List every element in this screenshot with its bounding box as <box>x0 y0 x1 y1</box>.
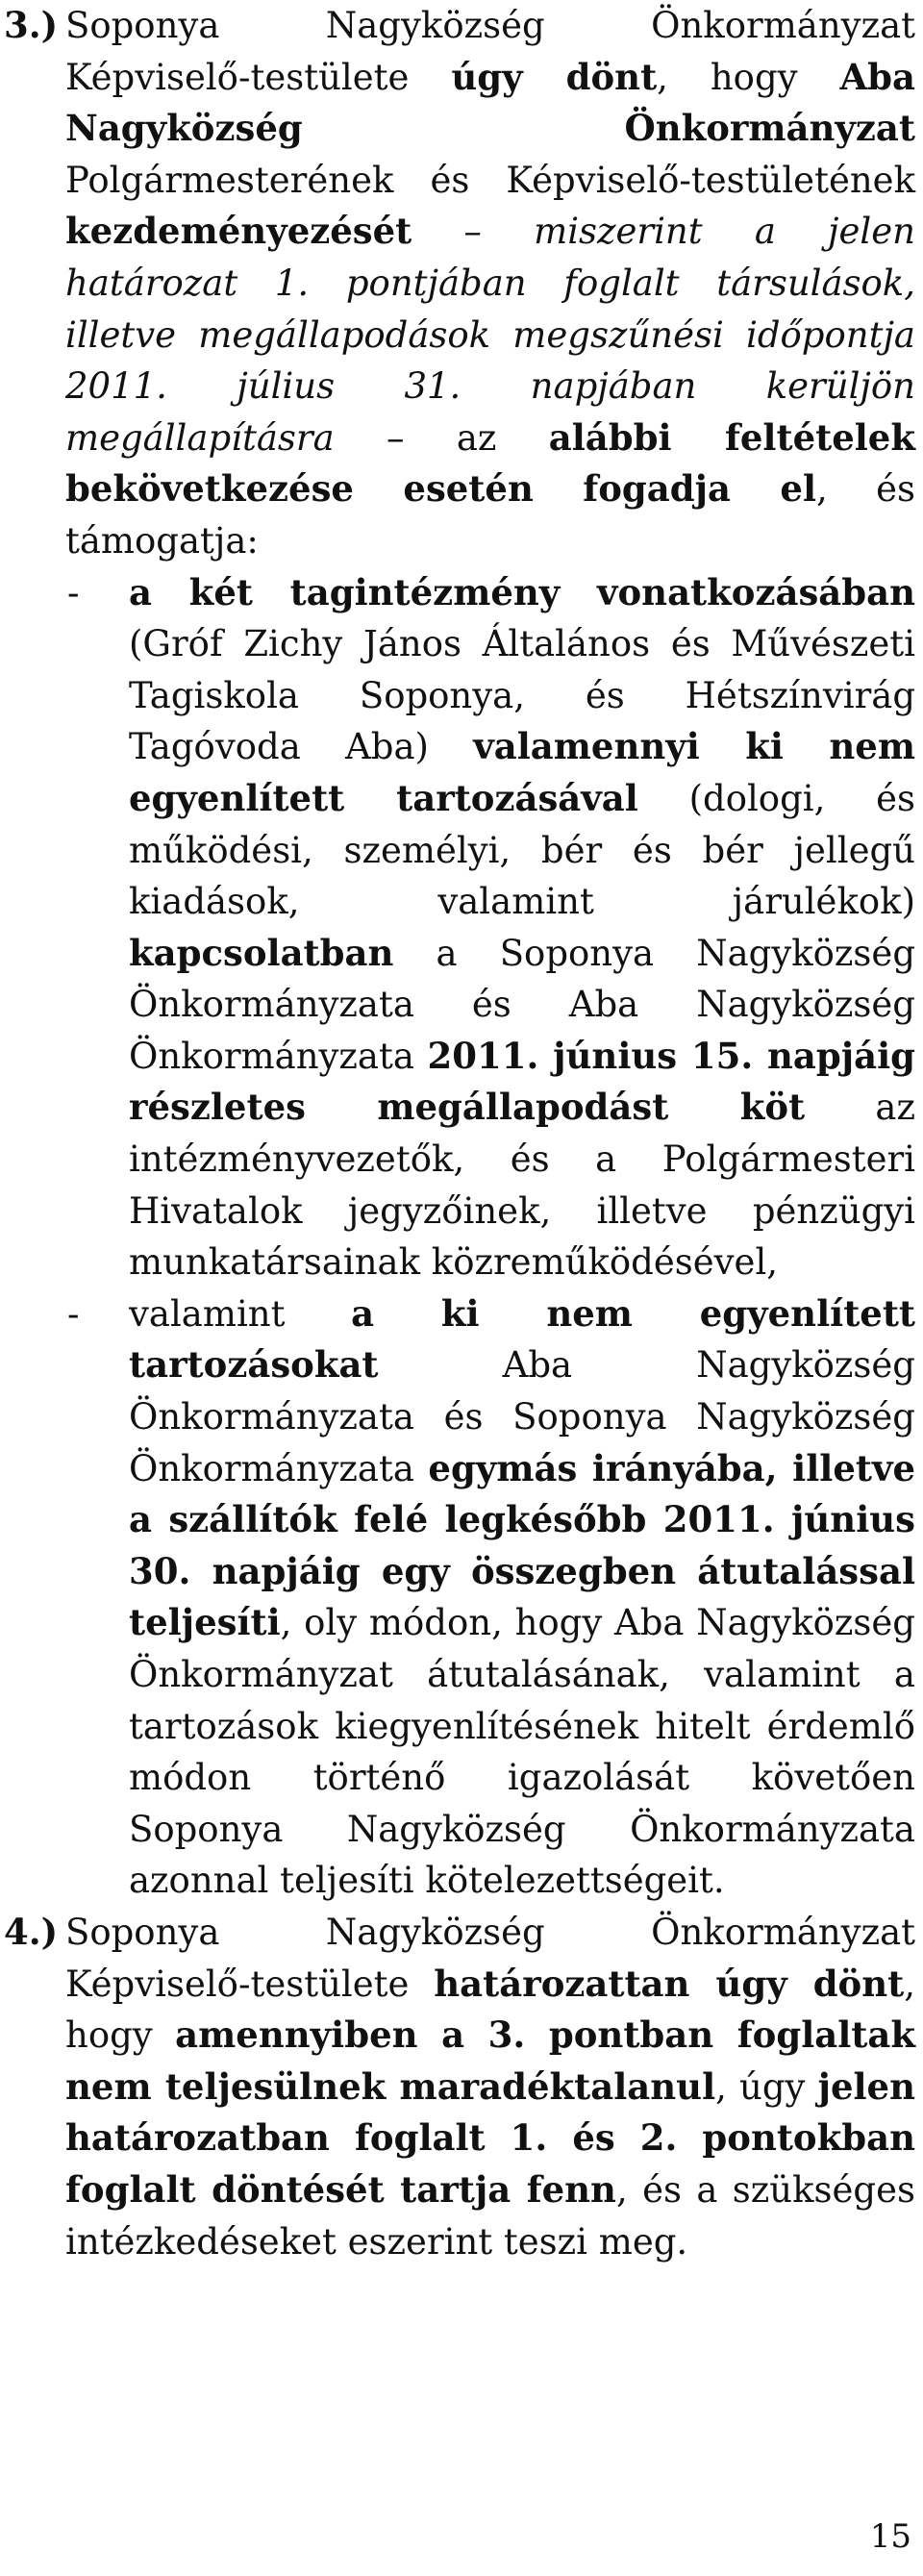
text-run: határozattan úgy dönt <box>434 1962 905 2005</box>
text-run: a két tagintézmény vonatkozásában <box>129 570 915 613</box>
text-run: , úgy <box>715 2065 818 2108</box>
section-3-intro <box>65 0 915 567</box>
list-dash: - <box>67 1292 80 1335</box>
text-run: Polgármesterének és Képviselő-testületének <box>65 159 915 201</box>
text-run: – az <box>334 416 549 459</box>
text-run: , oly módon, hogy Aba Nagyközség Önkormányzat átutalásának, valamint a tartozások kiegyenlítésének hitelt érdemlő módon történő igazolását követően Soponya Nagyközség Önkormányzata azonnal teljesíti kötelezettségeit. <box>129 1602 915 1902</box>
text-run: úgy dönt <box>451 55 658 98</box>
text-run: Soponya Nagyközség Önkormányzat Képviselő-testülete <box>65 1912 915 2005</box>
condition-item-1 <box>65 567 915 1288</box>
condition-item-1-text <box>129 572 915 1284</box>
text-run: , és támogatja: <box>65 468 915 562</box>
list-dash: - <box>67 571 80 613</box>
section-3-conditions-list <box>65 567 915 1907</box>
text-run: a Soponya Nagyközség Önkormányzata és Aba Nagyközség Önkormányzata <box>129 932 915 1077</box>
text-run: valamint <box>129 1292 352 1335</box>
condition-item-2 <box>65 1288 915 1907</box>
page-number: 15 <box>869 2517 911 2556</box>
text-run: (dologi, és működési, személyi, bér és bér jellegű kiadások, valamint járulékok) <box>129 777 915 923</box>
text-run: a ki nem egyenlített tartozásokat <box>129 1291 916 1387</box>
text-run: jelen határozatban foglalt 1. és 2. pontokban foglalt döntését tartja fenn <box>65 2064 915 2211</box>
text-run: Aba Nagyközség Önkormányzata és Soponya Nagyközség Önkormányzata <box>129 1344 915 1489</box>
text-run: kapcsolatban <box>129 931 394 974</box>
text-run: egymás irányába, illetve a szállítók felé legkésőbb 2011. június 30. napjáig egy összegben átutalással teljesíti <box>129 1446 916 1644</box>
section-4-number: 4.) <box>4 1911 59 1953</box>
text-run: amennyiben a 3. pontban foglaltak nem teljesülnek maradéktalanul <box>65 2013 915 2108</box>
section-4 <box>0 1907 923 2267</box>
text-run: kezdeményezését <box>65 210 412 253</box>
text-run: , hogy <box>65 1963 915 2057</box>
section-3-number: 3.) <box>4 4 59 46</box>
text-run: , és a szükséges intézkedéseket eszerint teszi meg. <box>65 2168 915 2263</box>
text-run: 2011. június 15. napjáig részletes megállapodást köt <box>129 1034 915 1129</box>
text-run: Aba Nagyközség Önkormányzat <box>65 55 916 150</box>
text-run: , hogy <box>657 56 840 98</box>
text-run: alábbi feltételek bekövetkezése esetén fogadja el <box>65 415 915 511</box>
text-run: valamennyi ki nem egyenlített tartozásával <box>129 725 915 819</box>
text-run: Soponya Nagyközség Önkormányzat Képviselő-testülete <box>65 5 915 98</box>
condition-item-2-text <box>129 1293 915 1902</box>
text-run: az intézményvezetők, és a Polgármesteri Hivatalok jegyzőinek, illetve pénzügyi munkatársainak közreműködésével, <box>129 1087 915 1284</box>
section-4-body <box>65 1907 915 2267</box>
text-run: – miszerint a jelen határozat 1. pontjában foglalt társulások, illetve megállapodások megszűnési időpontja 2011. július 31. napjában kerüljön megállapításra <box>65 211 915 459</box>
text-run: (Gróf Zichy János Általános és Művészeti Tagiskola Soponya, és Hétszínvirág Tagóvoda Aba) <box>129 623 915 768</box>
section-3-body <box>65 0 915 1907</box>
